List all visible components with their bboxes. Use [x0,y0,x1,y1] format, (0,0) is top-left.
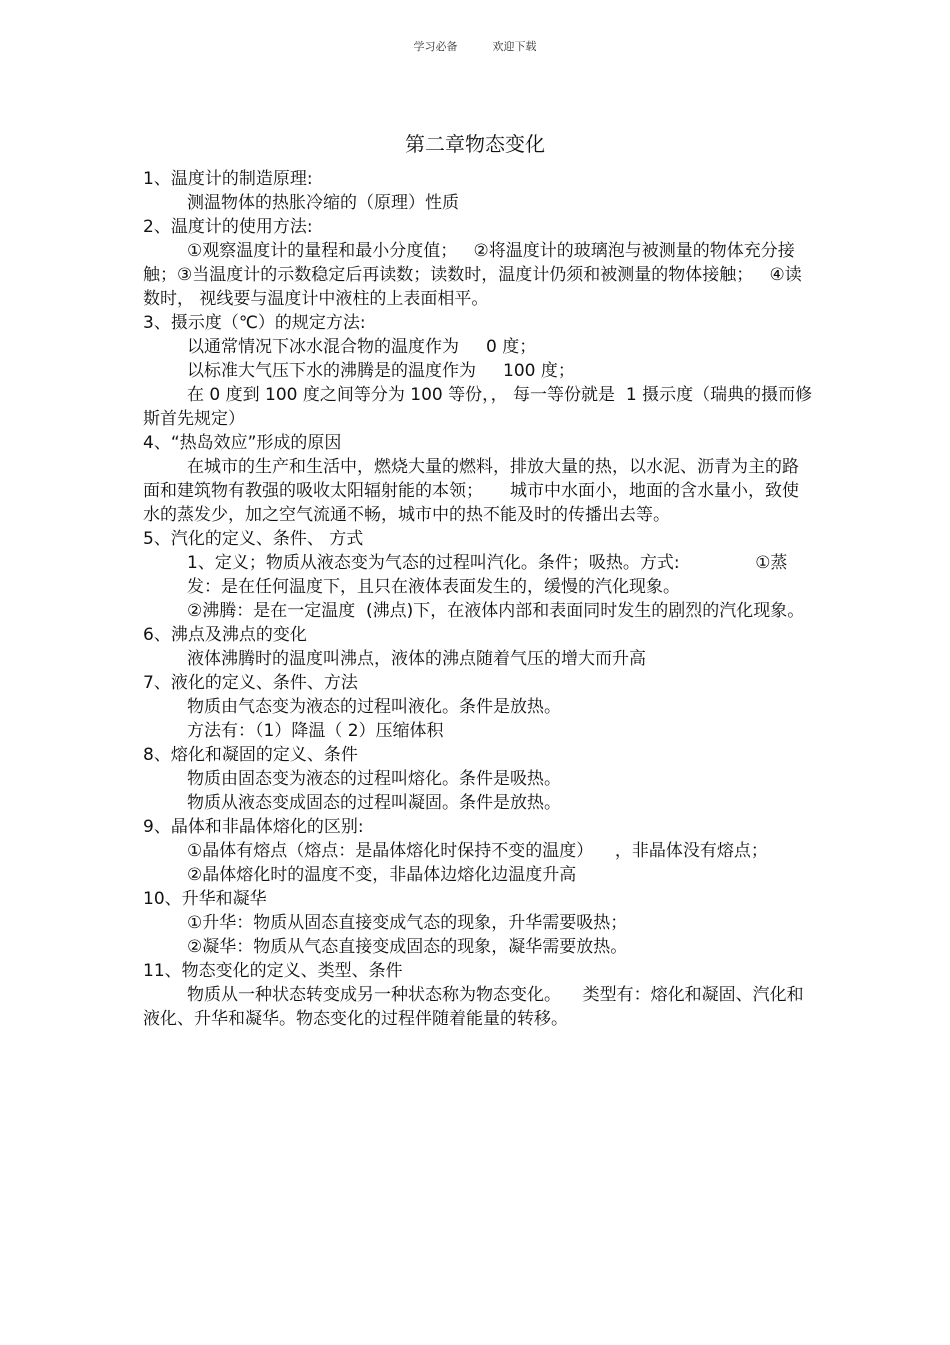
section-heading: 6、沸点及沸点的变化 [143,625,307,645]
paragraph: 以标准大气压下水的沸腾是的温度作为 100 度； [187,361,575,381]
paragraph: 1、定义；物质从液态变为气态的过程叫汽化。条件；吸热。方式: ①蒸发：是在任何温度下，且只在液体表面发生的，缓慢的汽化现象。 [187,553,788,597]
paragraph: ①观察温度计的量程和最小分度值； ②将温度计的玻璃泡与被测量的物体充分接触；③当温度计的示数稳定后再读数；读数时，温度计仍须和被测量的物体接触； ④读数时， 视线要与温度计中液柱的上表面相平。 [143,241,802,309]
paragraph: ①升华：物质从固态直接变成气态的现象，升华需要吸热； [187,913,628,933]
section-heading: 9、晶体和非晶体熔化的区别: [143,817,364,837]
paragraph: 物质从一种状态转变成另一种状态称为物态变化。 类型有：熔化和凝固、汽化和液化、升华和凝华。物态变化的过程伴随着能量的转移。 [143,985,804,1029]
paragraph: ①晶体有熔点（熔点：是晶体熔化时保持不变的温度） ，非晶体没有熔点； [187,841,768,861]
paragraph: ②晶体熔化时的温度不变，非晶体边熔化边温度升高 [187,865,577,885]
section-heading: 8、熔化和凝固的定义、条件 [143,745,358,765]
paragraph: 以通常情况下冰水混合物的温度作为 0 度； [187,337,537,357]
page-header [0,38,950,54]
document-body [143,167,813,1031]
paragraph: 在 0 度到 100 度之间等分为 100 等份，， 每一等份就是 1 摄示度（瑞典的摄而修斯首先规定） [143,385,813,429]
page-title: 第二章物态变化 [405,132,545,156]
section-heading: 2、温度计的使用方法: [143,217,313,237]
section-heading: 11、物态变化的定义、类型、条件 [143,961,403,981]
paragraph: 测温物体的热胀冷缩的（原理）性质 [187,193,459,213]
paragraph: ②沸腾：是在一定温度 (沸点)下，在液体内部和表面同时发生的剧烈的汽化现象。 [187,601,805,621]
section-heading: 5、汽化的定义、条件、 方式 [143,529,364,549]
header-right: 欢迎下载 [492,40,537,53]
paragraph: 物质由固态变为液态的过程叫熔化。条件是吸热。 [187,769,561,789]
paragraph: 方法有：（1）降温（ 2）压缩体积 [187,721,444,741]
section-heading: 7、液化的定义、条件、方法 [143,673,358,693]
paragraph: 在城市的生产和生活中，燃烧大量的燃料，排放大量的热，以水泥、沥青为主的路面和建筑物有教强的吸收太阳辐射能的本领； 城市中水面小，地面的含水量小，致使水的蒸发少，加之空气流通不畅，城市中的热不能及时的传播出去等。 [143,457,800,525]
section-heading: 1、温度计的制造原理: [143,169,313,189]
paragraph: 物质由气态变为液态的过程叫液化。条件是放热。 [187,697,561,717]
paragraph: 物质从液态变成固态的过程叫凝固。条件是放热。 [187,793,561,813]
header-left: 学习必备 [413,40,458,53]
paragraph: ②凝华：物质从气态直接变成固态的现象，凝华需要放热。 [187,937,628,957]
paragraph: 液体沸腾时的温度叫沸点，液体的沸点随着气压的增大而升高 [187,649,646,669]
section-heading: 4、“热岛效应”形成的原因 [143,433,342,453]
section-heading: 3、摄示度（℃）的规定方法: [143,313,366,333]
section-heading: 10、升华和凝华 [143,889,267,909]
